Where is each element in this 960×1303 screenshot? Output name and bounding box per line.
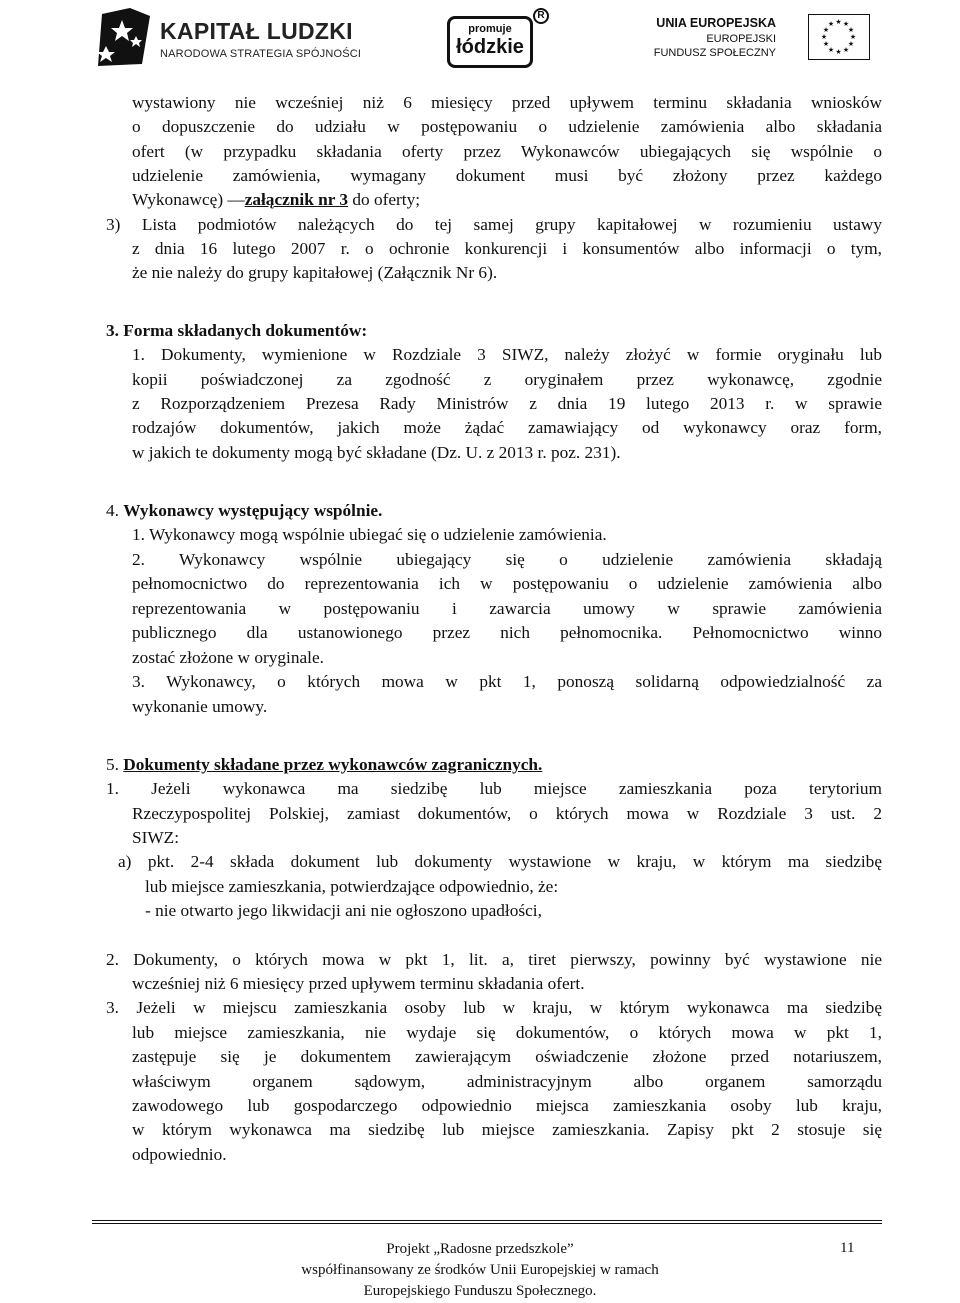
section-title: Wykonawcy występujący wspólnie.: [123, 501, 383, 520]
body-text: do oferty;: [348, 190, 421, 209]
section-3-heading: 3. Forma składanych dokumentów:: [106, 321, 368, 340]
body-line: z Rozporządzeniem Prezesa Rady Ministrów z dnia 19 lutego 2013 r. w sprawie: [132, 394, 882, 413]
body-line: lub miejsce zamieszkania, potwierdzające odpowiednio, że:: [145, 877, 559, 896]
body-line: w którym wykonawca ma siedzibę lub miejsce zamieszkania. Zapisy pkt 2 stosuje się: [132, 1120, 882, 1139]
body-line: - nie otwarto jego likwidacji ani nie ogłoszono upadłości,: [145, 901, 542, 920]
body-line: wystawiony nie wcześniej niż 6 miesięcy przed upływem terminu składania wniosków: [132, 93, 882, 112]
body-line: o dopuszczenie do udziału w postępowaniu o udzielenie zamówienia albo składania: [132, 117, 882, 136]
body-line: udzielenie zamówienia, wymagany dokument musi być złożony przez każdego: [132, 166, 882, 185]
section-4-item-1: 1. Wykonawcy mogą wspólnie ubiegać się o udzielenie zamówienia.: [132, 525, 607, 544]
section-4-item-2: 2. Wykonawcy wspólnie ubiegający się o udzielenie zamówienia składają: [132, 550, 882, 569]
footer-divider: [92, 1223, 882, 1224]
section-5-item-2: 2. Dokumenty, o których mowa w pkt 1, lit. a, tiret pierwszy, powinny być wystawione nie: [106, 950, 882, 969]
section-number: 5.: [106, 755, 119, 774]
body-text: Wykonawcę) —: [132, 190, 245, 209]
body-line: zawodowego lub gospodarczego odpowiednio miejsca zamieszkania osoby lub kraju,: [132, 1096, 882, 1115]
body-line: że nie należy do grupy kapitałowej (Załącznik Nr 6).: [132, 263, 498, 282]
body-line: lub miejsce zamieszkania, nie wydaje się dokumentów, o których mowa w pkt 1,: [132, 1023, 882, 1042]
attachment-reference: załącznik nr 3: [244, 190, 349, 209]
svg-text:★: ★: [847, 26, 855, 34]
svg-text:★: ★: [827, 20, 835, 28]
body-line: SIWZ:: [132, 828, 180, 847]
section-title: Dokumenty składane przez wykonawców zagranicznych.: [123, 755, 543, 774]
kapital-ludzki-logo: [92, 4, 362, 70]
section-5-item-3: 3. Jeżeli w miejscu zamieszkania osoby lub w kraju, w którym wykonawca ma siedzibę: [106, 998, 882, 1017]
svg-text:★: ★: [847, 40, 855, 48]
svg-text:★: ★: [849, 33, 857, 41]
svg-text:★: ★: [822, 26, 830, 34]
body-line: kopii poświadczonej za zgodność z oryginałem przez wykonawcę, zgodnie: [132, 370, 882, 389]
kapital-ludzki-title: KAPITAŁ LUDZKI: [160, 18, 353, 44]
svg-text:★: ★: [820, 33, 828, 41]
body-line: wcześniej niż 6 miesięcy przed upływem terminu składania ofert.: [132, 974, 585, 993]
body-line: [132, 190, 420, 210]
eu-logo: [653, 14, 870, 74]
footer-funding-line: współfinansowany ze środków Unii Europejskiej w ramach: [301, 1262, 659, 1278]
body-line: wykonanie umowy.: [132, 697, 268, 716]
eu-logo-line1: UNIA EUROPEJSKA: [656, 16, 776, 30]
body-line: właściwym organem sądowym, administracyjnym albo organem samorządu: [132, 1072, 882, 1091]
body-line: w jakich te dokumenty mogą być składane (Dz. U. z 2013 r. poz. 231).: [132, 443, 621, 462]
body-line: reprezentowania w postępowaniu i zawarcia umowy w sprawie zamówienia: [132, 599, 882, 618]
section-5-item-a: a) pkt. 2-4 składa dokument lub dokumenty wystawione w kraju, w którym ma siedzibę: [118, 852, 882, 871]
section-4-item-3: 3. Wykonawcy, o których mowa w pkt 1, ponoszą solidarną odpowiedzialność za: [132, 672, 882, 691]
page-header: [0, 0, 960, 78]
body-line: ofert (w przypadku składania oferty przez Wykonawców ubiegających się wspólnie o: [132, 142, 882, 161]
body-line: zostać złożone w oryginale.: [132, 648, 324, 667]
body-line: odpowiednio.: [132, 1145, 227, 1164]
registered-mark-icon: R: [533, 8, 549, 24]
body-line: rodzajów dokumentów, jakich może żądać zamawiający od wykonawcy oraz form,: [132, 418, 882, 437]
svg-text:★: ★: [822, 40, 830, 48]
body-line: Rzeczypospolitej Polskiej, zamiast dokumentów, o których mowa w Rozdziale 3 ust. 2: [132, 804, 882, 823]
svg-text:★: ★: [827, 46, 835, 54]
kapital-ludzki-emblem-icon: [92, 6, 154, 68]
list-item-3: 3) Lista podmiotów należących do tej samej grupy kapitałowej w rozumieniu ustawy: [106, 215, 882, 234]
page-number: 11: [840, 1240, 855, 1256]
body-line: publicznego dla ustanowionego przez nich pełnomocnika. Pełnomocnictwo winno: [132, 623, 882, 642]
svg-text:★: ★: [835, 48, 842, 56]
svg-text:★: ★: [842, 20, 850, 28]
section-3-item-1: 1. Dokumenty, wymienione w Rozdziale 3 SIWZ, należy złożyć w formie oryginału lub: [132, 345, 882, 364]
section-number: 4.: [106, 501, 119, 520]
lodzkie-name-text: łódzkie: [456, 36, 524, 58]
footer-funding-line: Europejskiego Funduszu Społecznego.: [363, 1283, 597, 1299]
lodzkie-badge: [447, 16, 533, 68]
section-4-heading: [106, 501, 382, 521]
footer-divider: [92, 1220, 882, 1221]
lodzkie-promuje-text: promuje: [468, 23, 512, 35]
body-line: zastępuje się je dokumentem zawierającym oświadczenie złożone przed notariuszem,: [132, 1047, 882, 1066]
kapital-ludzki-subtitle: NARODOWA STRATEGIA SPÓJNOŚCI: [160, 48, 362, 60]
section-5-heading: [106, 755, 542, 775]
eu-logo-line3: FUNDUSZ SPOŁECZNY: [653, 47, 776, 59]
eu-flag-icon: [808, 14, 870, 60]
svg-text:★: ★: [842, 46, 850, 54]
promuje-lodzkie-logo: [447, 4, 555, 72]
section-5-item-1: 1. Jeżeli wykonawca ma siedzibę lub miejsce zamieszkania poza terytorium: [106, 779, 882, 798]
eu-logo-line2: EUROPEJSKI: [706, 33, 776, 45]
footer-project-name: Projekt „Radosne przedszkole”: [386, 1241, 574, 1257]
body-line: z dnia 16 lutego 2007 r. o ochronie konkurencji i konsumentów albo informacji o tym,: [132, 239, 882, 258]
body-line: pełnomocnictwo do reprezentowania ich w postępowaniu o udzielenie zamówienia albo: [132, 574, 882, 593]
svg-text:★: ★: [835, 18, 842, 26]
